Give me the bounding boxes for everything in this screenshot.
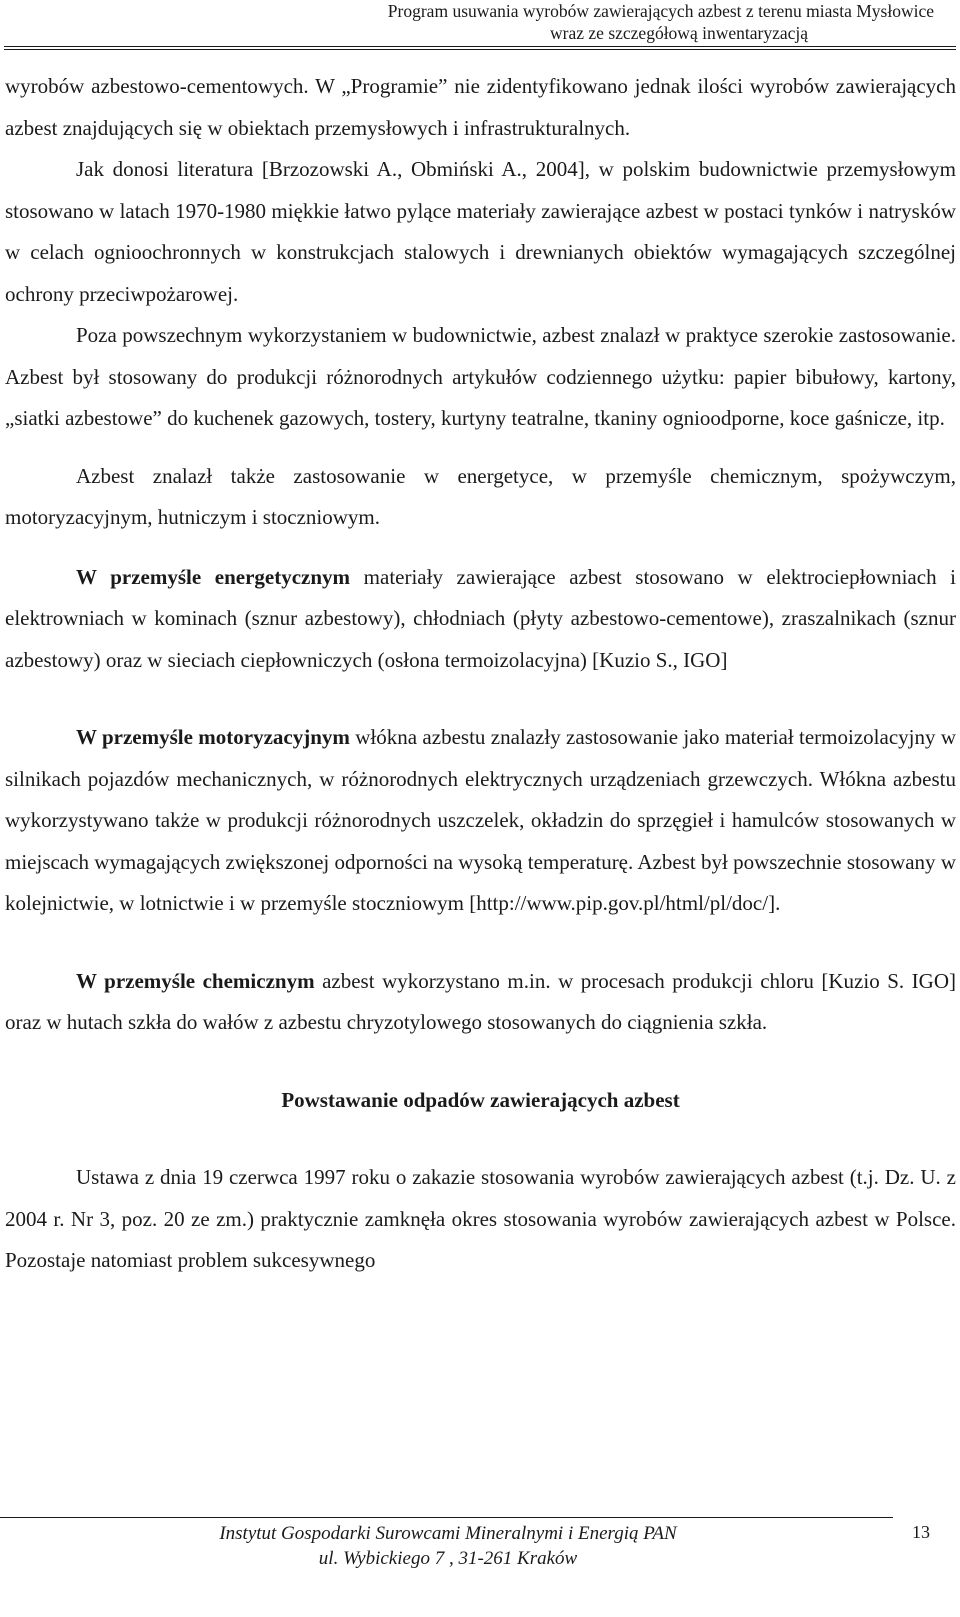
paragraph-chemical — [5, 961, 956, 1044]
paragraph-automotive — [5, 717, 956, 925]
spacer — [5, 925, 956, 943]
spacer — [5, 1121, 956, 1139]
spacer — [5, 681, 956, 699]
running-footer — [0, 1521, 960, 1571]
footer-institution: Instytut Gospodarki Surowcami Mineralnymi i Energią PAN — [219, 1523, 677, 1544]
section-heading: Powstawanie odpadów zawierających azbest — [281, 1087, 680, 1112]
paragraph-1: wyrobów azbestowo-cementowych. W „Programie” nie zidentyfikowano jednak ilości wyrobów zawierających azbest znajdujących się w obiektach przemysłowych i infrastrukturalnych. — [5, 74, 956, 140]
footer-rule — [0, 1517, 893, 1518]
chemical-text: azbest wykorzystano m.in. w procesach produkcji chloru [Kuzio S. IGO] oraz w hutach szkła do wałów z azbestu chryzotylowego stosowanych do ciągnienia szkła. — [5, 968, 956, 1034]
spacer — [5, 1062, 956, 1080]
spacer — [5, 539, 956, 557]
automotive-text: włókna azbestu znalazły zastosowanie jako materiał termoizolacyjny w silnikach pojazdów mechanicznych, w różnorodnych elektrycznych urządzeniach grzewczych. Włókna azbestu wykorzystywano także w produkcji różnorodnych uszczelek, okładzin do sprzęgieł i hamulców stosowanych w miejscach wymagających zwiększonej odporności na wysoką temperaturę. Azbest był powszechnie stosowany w kolejnictwie, w lotnictwie i w przemyśle stoczniowym [http://www.pip.gov.pl/html/pl/doc/]. — [5, 725, 956, 915]
page-number: 13 — [912, 1522, 930, 1542]
paragraph-2: Jak donosi literatura [Brzozowski A., Obmiński A., 2004], w polskim budownictwie przemysłowym stosowano w latach 1970-1980 miękkie łatwo pylące materiały zawierające azbest w postaci tynków i natrysków w celach ognioochronnych w konstrukcjach stalowych i drewnianych obiektów wymagających szczególnej ochrony przeciwpożarowej. — [5, 157, 956, 306]
running-header — [0, 0, 960, 44]
paragraph-energy — [5, 557, 956, 682]
automotive-lead: W przemyśle motoryzacyjnym — [76, 725, 350, 749]
energy-lead: W przemyśle energetycznym — [76, 564, 351, 589]
energy-text: materiały zawierające azbest stosowano w elektrociepłowniach i elektrowniach w kominach (sznur azbestowy), chłodniach (płyty azbestowo-cementowe), zraszalnikach (sznur azbestowy) oraz w sieciach ciepłowniczych (osłona termoizolacyjna) [Kuzio S., IGO] — [5, 564, 957, 672]
footer-address: ul. Wybickiego 7 , 31-261 Kraków — [318, 1548, 578, 1569]
header-rule-top — [4, 46, 956, 47]
paragraph-4: Azbest znalazł także zastosowanie w energetyce, w przemyśle chemicznym, spożywczym, motoryzacyjnym, hutniczym i stoczniowym. — [5, 463, 956, 529]
spacer — [5, 1139, 956, 1157]
chemical-lead: W przemyśle chemicznym — [76, 968, 315, 993]
paragraph-8: Ustawa z dnia 19 czerwca 1997 roku o zakazie stosowania wyrobów zawierających azbest (t.j. Dz. U. z 2004 r. Nr 3, poz. 20 ze zm.) praktycznie zamknęła okres stosowania wyrobów zawierających azbest w Polsce. Pozostaje natomiast problem sukcesywnego — [5, 1165, 956, 1272]
header-title: Program usuwania wyrobów zawierających azbest z terenu miasta Mysłowice — [387, 1, 934, 21]
body-text — [5, 66, 956, 1282]
spacer — [5, 943, 956, 961]
spacer — [5, 1044, 956, 1062]
header-subtitle: wraz ze szczegółową inwentaryzacją — [550, 23, 808, 43]
paragraph-3: Poza powszechnym wykorzystaniem w budownictwie, azbest znalazł w praktyce szerokie zastosowanie. Azbest był stosowany do produkcji różnorodnych artykułów codziennego użytku: papier bibułowy, kartony, „siatki azbestowe” do kuchenek gazowych, tostery, kurtyny teatralne, tkaniny ognioodporne, koce gaśnicze, itp. — [5, 323, 956, 430]
spacer — [5, 699, 956, 717]
header-rule-bottom — [4, 49, 956, 50]
spacer — [5, 440, 956, 456]
